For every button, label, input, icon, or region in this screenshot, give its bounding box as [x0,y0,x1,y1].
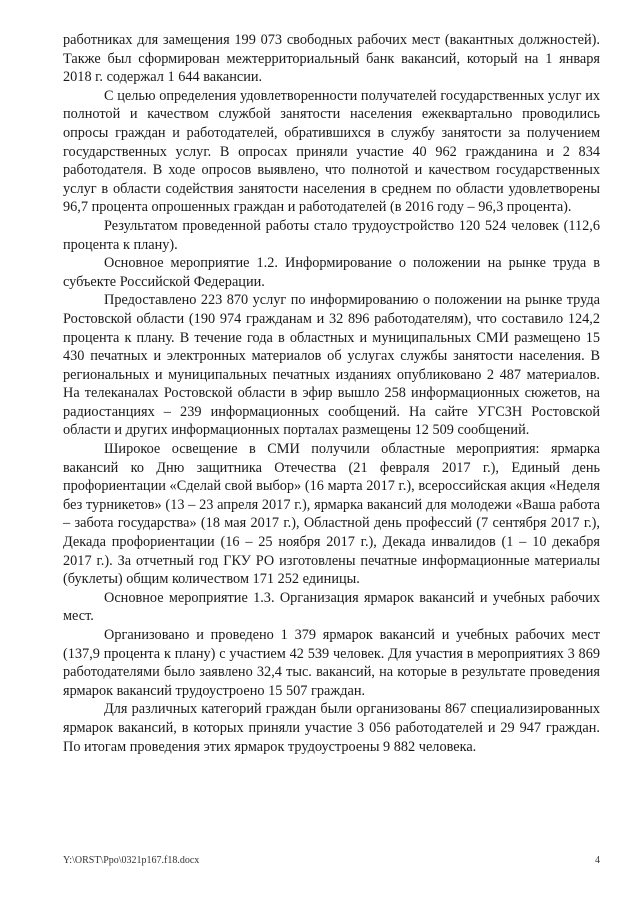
paragraph: Основное мероприятие 1.2. Информирование о положении на рынке труда в субъекте Российской Федерации. [63,255,600,290]
paragraph: Предоставлено 223 870 услуг по информированию о положении на рынке труда Ростовской области (190 974 гражданам и 32 896 работодателям), что составило 124,2 процента к плану. В течение года в областных и муниципальных СМИ размещено 15 430 печатных и электронных материалов об услугах службы занятости населения. В региональных и муниципальных печатных изданиях опубликовано 2 487 материалов. На телеканалах Ростовской области в эфир вышло 258 информационных сюжетов, на радиостанциях – 239 информационных сообщений. На сайте УГСЗН Ростовской области и других информационных порталах размещены 12 509 сообщений. [63,292,600,439]
paragraph: Широкое освещение в СМИ получили областные мероприятия: ярмарка вакансий ко Дню защитника Отечества (21 февраля 2017 г.), Единый день профориентации «Сделай свой выбор» (16 марта 2017 г.), всероссийская акция «Неделя без турникетов» (13 – 23 апреля 2017 г.), ярмарка вакансий для молодежи «Ваша работа – забота государства» (18 мая 2017 г.), Областной день профессий (7 сентября 2017 г.), Декада профориентации (16 – 25 ноября 2017 г.), Декада инвалидов (1 – 10 декабря 2017 г.). За отчетный год ГКУ РО изготовлены печатные информационные материалы (буклеты) общим количеством 171 252 единицы. [63,441,600,588]
paragraph: С целью определения удовлетворенности получателей государственных услуг их полнотой и качеством службой занятости населения ежеквартально проводились опросы граждан и работодателей, обратившихся в службу занятости за получением государственных услуг. В опросах приняли участие 40 962 гражданина и 2 834 работодателя. В ходе опросов выявлено, что полнотой и качеством государственных услуг в области содействия занятости населения в среднем по области удовлетворены 96,7 процента опрошенных граждан и работодателей (в 2016 году – 96,3 процента). [63,87,600,216]
page-number: 4 [595,855,600,866]
paragraph: Организовано и проведено 1 379 ярмарок вакансий и учебных рабочих мест (137,9 процента к плану) с участием 42 539 человек. Для участия в мероприятиях 3 869 работодателями было заявлено 32,4 тыс. вакансий, на которые в результате проведения ярмарок вакансий трудоустроено 15 507 граждан. [63,627,600,699]
paragraph: Основное мероприятие 1.3. Организация ярмарок вакансий и учебных рабочих мест. [63,589,600,625]
paragraph: работниках для замещения 199 073 свободных рабочих мест (вакантных должностей). Также был сформирован межтерриториальный банк вакансий, который на 1 января 2018 г. содержал 1 644 вакансии. [63,32,600,86]
file-path: Y:\ORST\Ppo\0321p167.f18.docx [63,855,200,866]
document-body [63,31,600,756]
paragraph: Результатом проведенной работы стало трудоустройство 120 524 человек (112,6 процента к плану). [63,217,600,253]
paragraph: Для различных категорий граждан были организованы 867 специализированных ярмарок вакансий, в которых приняли участие 3 056 работодателей и 29 947 граждан. По итогам проведения этих ярмарок трудоустроены 9 882 человека. [63,701,600,755]
